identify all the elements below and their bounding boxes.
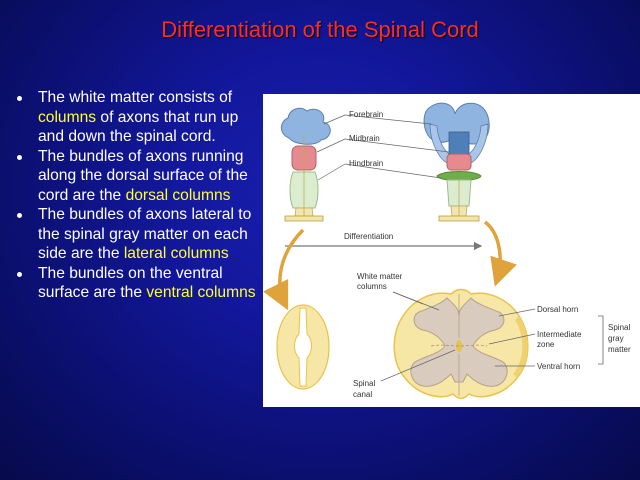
label-white-matter-1: White matter	[357, 272, 403, 281]
label-dorsal-horn: Dorsal horn	[537, 305, 579, 314]
embryo-forebrain	[281, 108, 330, 144]
label-spinal-gray-3: matter	[608, 345, 631, 354]
label-intermediate-1: Intermediate	[537, 330, 582, 339]
embryo-neural-tube	[281, 108, 330, 221]
bullet-list	[15, 88, 261, 303]
label-hindbrain: Hindbrain	[349, 159, 384, 168]
label-differentiation: Differentiation	[344, 232, 394, 241]
label-midbrain: Midbrain	[349, 134, 380, 143]
arrow-to-adult-section	[485, 222, 500, 280]
bullet-item	[15, 205, 261, 264]
label-intermediate-2: zone	[537, 340, 555, 349]
adult-midbrain	[447, 154, 471, 170]
label-forebrain: Forebrain	[349, 110, 384, 119]
bullet-item	[15, 88, 261, 147]
bullet-item	[15, 147, 261, 206]
bullet-dot-icon	[17, 213, 22, 218]
bullet-text: The white matter consists of	[38, 89, 233, 106]
highlighted-term: ventral columns	[146, 284, 256, 301]
spinal-cord-diagram	[263, 94, 640, 407]
bullet-dot-icon	[17, 155, 22, 160]
adult-hindbrain	[437, 172, 481, 181]
highlighted-term: lateral columns	[123, 245, 229, 262]
bullet-text: The bundles of axons lateral to the spinal gray matter on each side are the	[38, 206, 252, 262]
bullet-text: of axons that run up and down the spinal cord.	[38, 108, 239, 145]
slide-title: Differentiation of the Spinal Cord	[161, 17, 479, 42]
bullet-item	[15, 264, 261, 303]
arrow-to-embryo-section	[280, 230, 303, 304]
label-spinal-canal-1: Spinal	[353, 379, 376, 388]
adult-midbrain-blue	[449, 132, 469, 154]
label-spinal-gray-2: gray	[608, 334, 624, 343]
adult-cross-section	[394, 290, 528, 399]
highlighted-term: dorsal columns	[125, 186, 231, 204]
bullet-text: The bundles of axons running along the dorsal surface of the cord are the	[38, 147, 248, 204]
label-spinal-gray-1: Spinal	[608, 323, 631, 332]
label-ventral-horn: Ventral horn	[537, 362, 581, 371]
bullet-dot-icon	[17, 272, 22, 277]
adult-brain	[424, 103, 489, 221]
embryo-cross-section	[277, 305, 329, 389]
label-white-matter-2: columns	[357, 282, 387, 291]
bullet-text: The bundles on the ventral surface are the	[38, 264, 223, 301]
highlighted-term: columns	[38, 108, 97, 126]
bullet-dot-icon	[17, 96, 22, 101]
label-spinal-canal-2: canal	[353, 390, 373, 399]
